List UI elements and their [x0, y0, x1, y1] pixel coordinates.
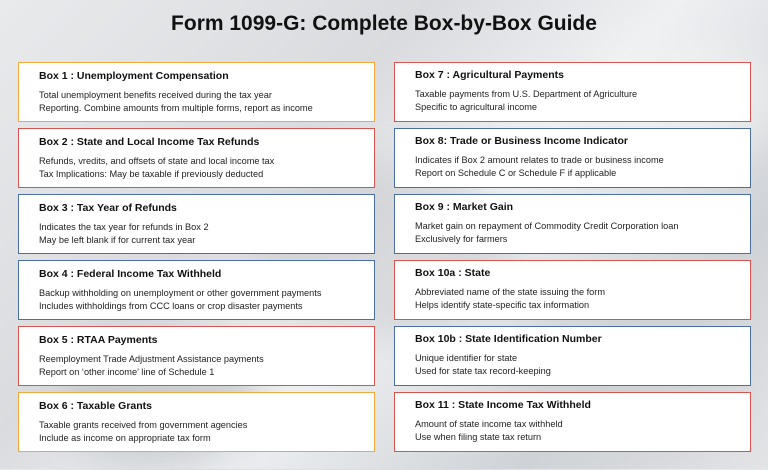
- box-description-line: Specific to agricultural income: [415, 102, 538, 112]
- box-card: [18, 392, 375, 452]
- box-card: [394, 260, 751, 320]
- box-description-line: Amount of state income tax withheld: [415, 419, 563, 429]
- box-title: Box 11 : State Income Tax Withheld: [415, 399, 591, 411]
- box-description-line: Report on Schedule C or Schedule F if applicable: [415, 168, 617, 178]
- box-description-line: Market gain on repayment of Commodity Credit Corporation loan: [415, 221, 679, 231]
- box-card: [18, 260, 375, 320]
- box-title: Box 4 : Federal Income Tax Withheld: [39, 268, 222, 280]
- box-card: [18, 128, 375, 188]
- right-column: [394, 62, 751, 458]
- box-card: [18, 194, 375, 254]
- box-title: Box 7 : Agricultural Payments: [415, 69, 564, 81]
- left-column: [18, 62, 375, 458]
- box-description-line: Report on ‘other income’ line of Schedule 1: [39, 367, 215, 377]
- box-description-line: Exclusively for farmers: [415, 234, 508, 244]
- box-description-line: Tax Implications: May be taxable if previously deducted: [39, 169, 264, 179]
- page-title: Form 1099-G: Complete Box-by-Box Guide: [171, 12, 597, 35]
- box-title: Box 3 : Tax Year of Refunds: [39, 202, 177, 214]
- box-description-line: Helps identify state-specific tax information: [415, 300, 590, 310]
- box-description-line: Reemployment Trade Adjustment Assistance payments: [39, 354, 264, 364]
- box-card: [394, 194, 751, 254]
- box-description-line: Refunds, vredits, and offsets of state and local income tax: [39, 156, 275, 166]
- box-description-line: Indicates if Box 2 amount relates to trade or business income: [415, 155, 664, 165]
- box-title: Box 2 : State and Local Income Tax Refunds: [39, 136, 260, 148]
- box-title: Box 10a : State: [415, 267, 491, 279]
- box-description-line: Use when filing state tax return: [415, 432, 542, 442]
- box-title: Box 10b : State Identification Number: [415, 333, 602, 345]
- box-title: Box 5 : RTAA Payments: [39, 334, 158, 346]
- box-title: Box 8: Trade or Business Income Indicator: [415, 135, 628, 147]
- box-title: Box 9 : Market Gain: [415, 201, 514, 213]
- box-description-line: Abbreviated name of the state issuing the form: [415, 287, 605, 297]
- box-description-line: Includes withholdings from CCC loans or crop disaster payments: [39, 301, 303, 311]
- box-description-line: Include as income on appropriate tax form: [39, 433, 211, 443]
- box-card: [18, 62, 375, 122]
- box-card: [394, 326, 751, 386]
- box-card: [394, 392, 751, 452]
- box-card: [394, 62, 751, 122]
- box-description-line: Indicates the tax year for refunds in Box 2: [39, 222, 209, 232]
- box-title: Box 1 : Unemployment Compensation: [39, 70, 229, 82]
- box-description-line: Reporting. Combine amounts from multiple forms, report as income: [39, 103, 313, 113]
- box-card: [18, 326, 375, 386]
- box-description-line: Used for state tax record-keeping: [415, 366, 551, 376]
- box-description-line: Taxable grants received from government agencies: [39, 420, 248, 430]
- box-title: Box 6 : Taxable Grants: [39, 400, 153, 412]
- box-description-line: Unique identifier for state: [415, 353, 518, 363]
- box-description-line: May be left blank if for current tax year: [39, 235, 196, 245]
- box-description-line: Total unemployment benefits received during the tax year: [39, 90, 272, 100]
- box-card: [394, 128, 751, 188]
- box-description-line: Backup withholding on unemployment or other government payments: [39, 288, 322, 298]
- box-description-line: Taxable payments from U.S. Department of Agriculture: [415, 89, 638, 99]
